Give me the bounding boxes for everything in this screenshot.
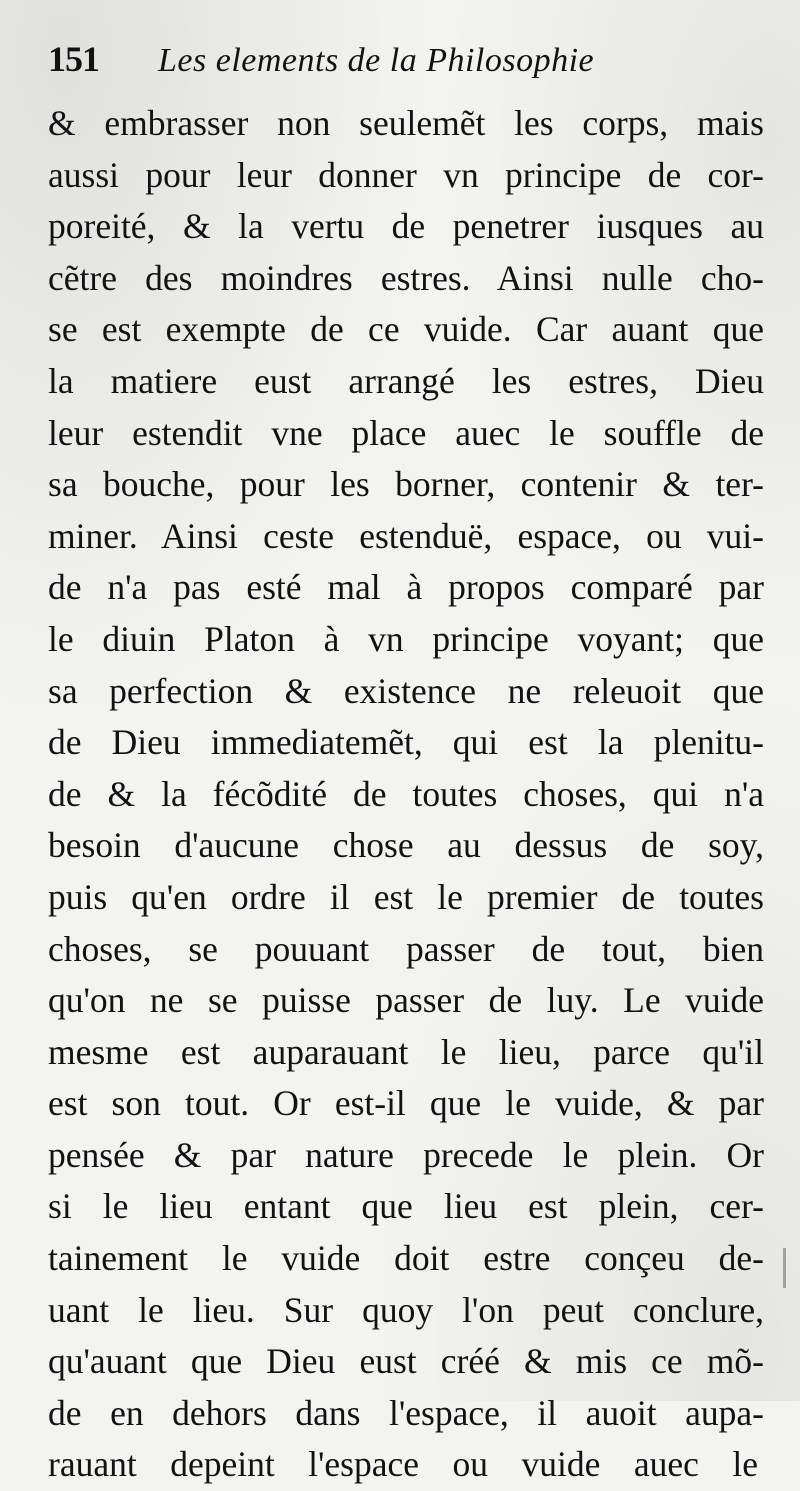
- text-line: qu'on ne se puisse passer de luy. Le vuide: [48, 980, 764, 1021]
- text-line: si le lieu entant que lieu est plein, cer-: [48, 1186, 764, 1227]
- text-line: la matiere eust arrangé les estres, Dieu: [48, 360, 764, 401]
- text-line: rauant depeint l'espace ou vuide auec le: [48, 1444, 758, 1485]
- text-line: leur estendit vne place auec le souffle de: [48, 412, 764, 453]
- text-line: de Dieu immediatemẽt, qui est la plenitu-: [48, 722, 764, 763]
- text-line: qu'auant que Dieu eust créé & mis ce mõ-: [48, 1341, 764, 1382]
- text-line: mesme est auparauant le lieu, parce qu'il: [48, 1031, 764, 1072]
- running-head: [48, 38, 772, 96]
- text-line: de n'a pas esté mal à propos comparé par: [48, 567, 764, 608]
- text-line: pensée & par nature precede le plein. Or: [48, 1134, 764, 1175]
- text-line: sa bouche, pour les borner, contenir & ter-: [48, 464, 764, 505]
- text-line: cẽtre des moindres estres. Ainsi nulle cho-: [48, 257, 764, 298]
- text-line: uant le lieu. Sur quoy l'on peut conclure,: [48, 1289, 764, 1330]
- text-line: tainement le vuide doit estre conçeu de-: [48, 1238, 764, 1279]
- text-line: poreité, & la vertu de penetrer iusques au: [48, 206, 764, 247]
- text-line: miner. Ainsi ceste estenduë, espace, ou vui-: [48, 515, 764, 556]
- text-line: aussi pour leur donner vn principe de cor-: [48, 154, 764, 195]
- text-line: & embrasser non seulemẽt les corps, mais: [48, 103, 764, 143]
- text-line: le diuin Platon à vn principe voyant; que: [48, 618, 764, 659]
- text-line: de & la fécõdité de toutes choses, qui n'a: [48, 773, 764, 814]
- page-edge-shadow: [783, 1248, 786, 1288]
- text-line: besoin d'aucune chose au dessus de soy,: [48, 825, 764, 866]
- text-line: est son tout. Or est-il que le vuide, & par: [48, 1083, 764, 1124]
- body-text: [48, 98, 772, 1491]
- running-title: Les elements de la Philosophie: [158, 42, 595, 79]
- text-line: puis qu'en ordre il est le premier de toutes: [48, 876, 764, 917]
- page-number: 151: [48, 39, 99, 79]
- text-line: choses, se pouuant passer de tout, bien: [48, 928, 764, 969]
- text-line: de en dehors dans l'espace, il auoit aupa-: [48, 1392, 764, 1433]
- text-line: sa perfection & existence ne releuoit que: [48, 670, 764, 711]
- text-line: se est exempte de ce vuide. Car auant que: [48, 309, 764, 350]
